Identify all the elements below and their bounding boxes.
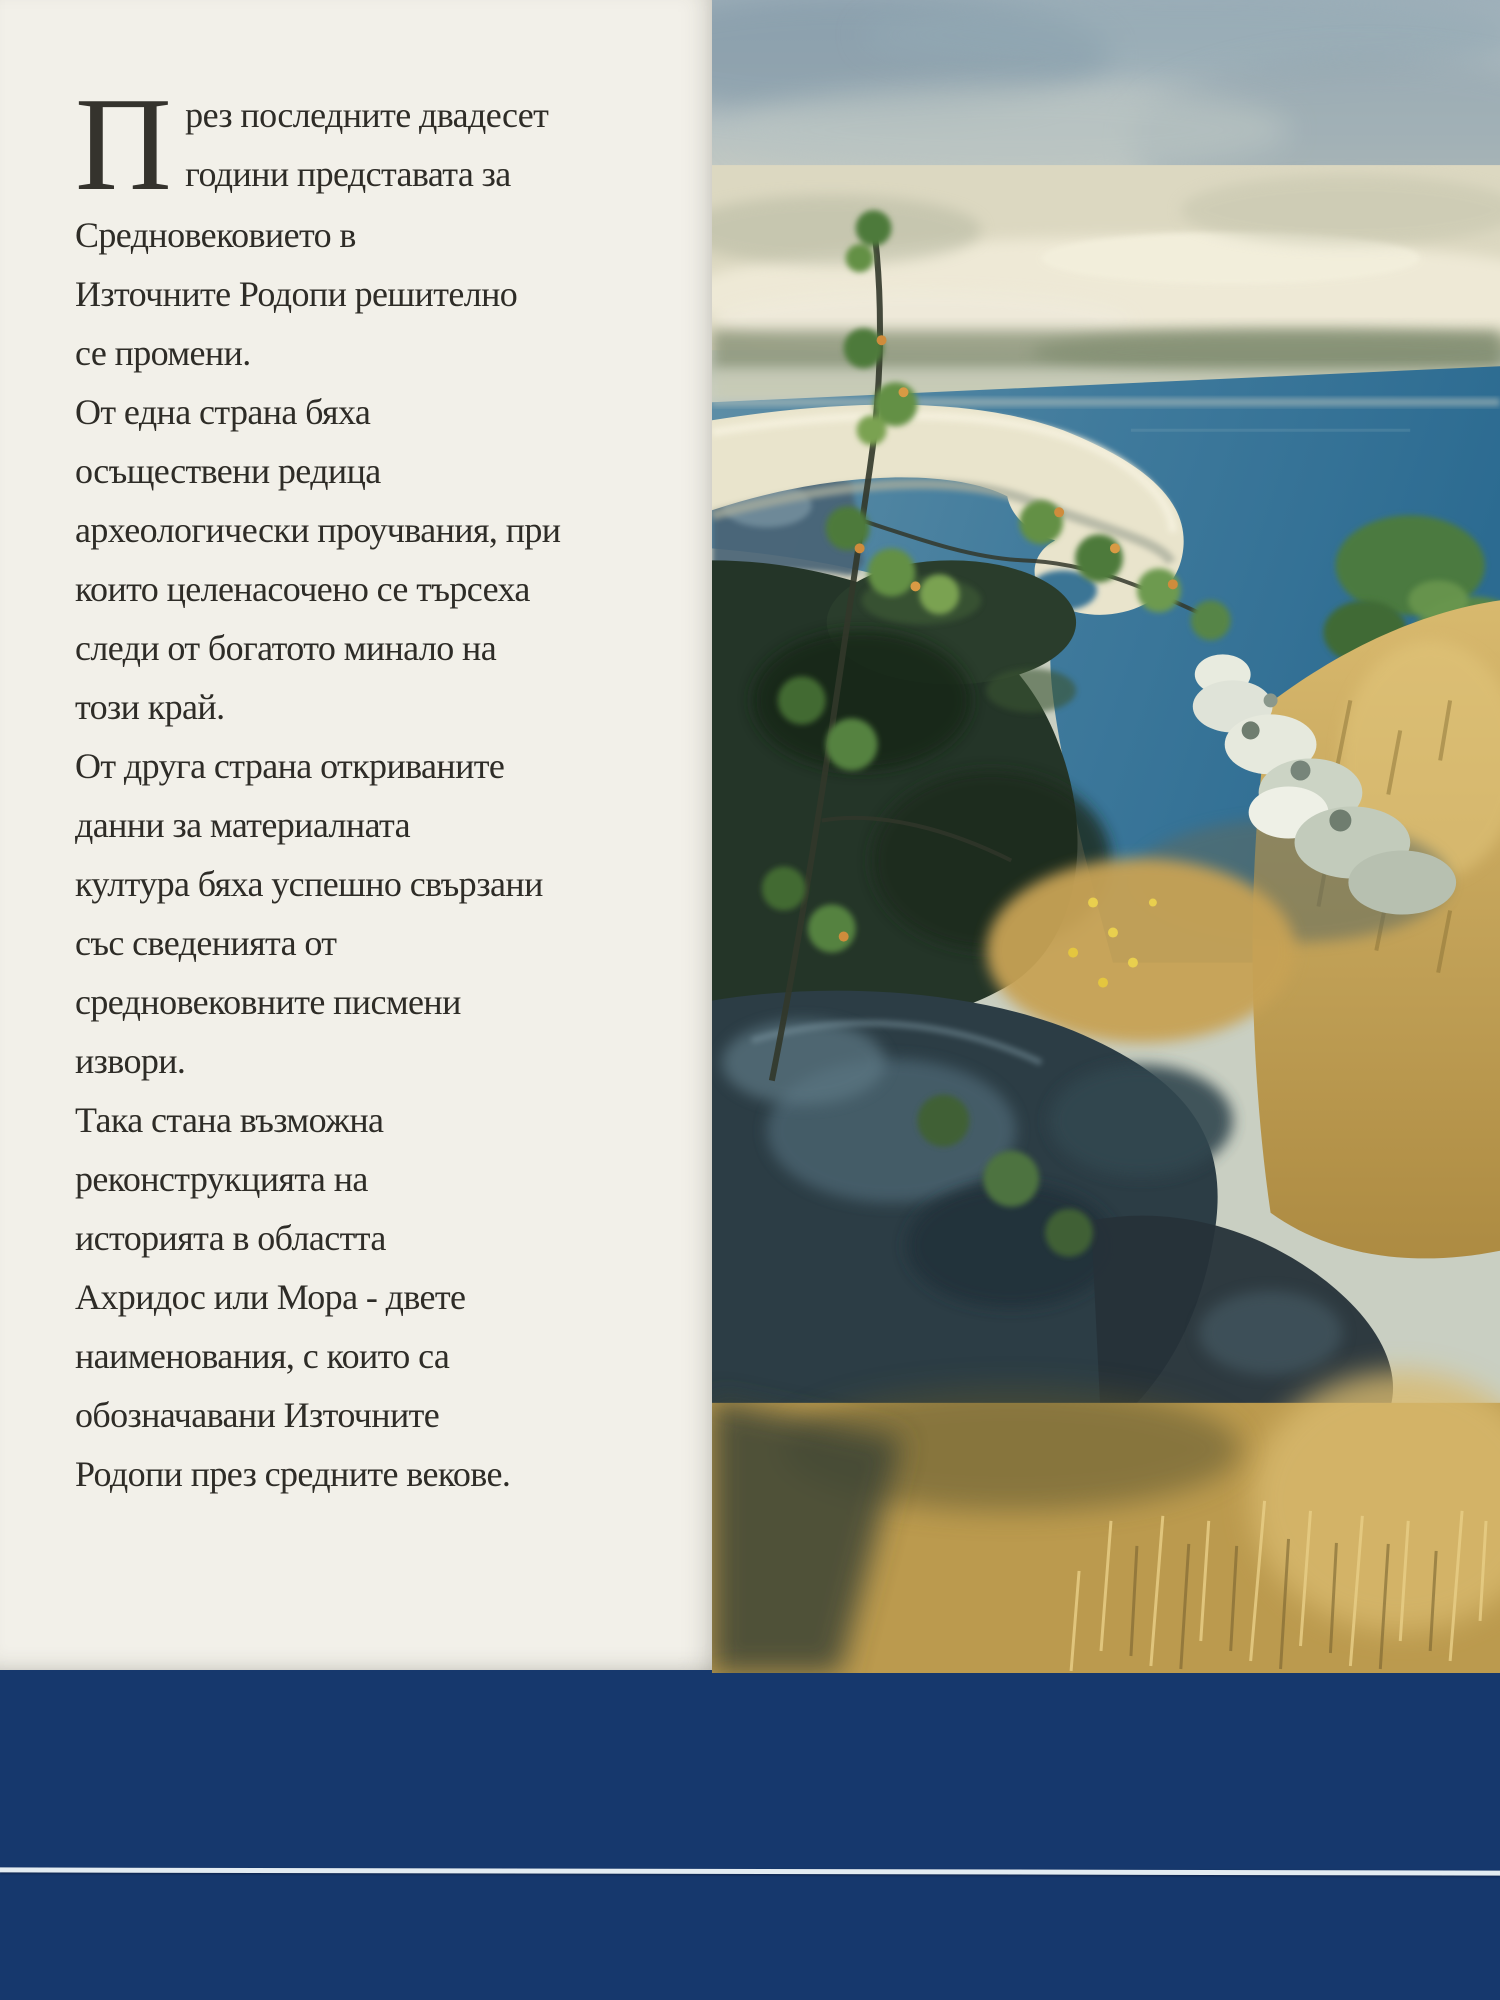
text-line: Ахридос или Мора - двете <box>75 1277 466 1317</box>
text-line: се промени. <box>75 333 251 373</box>
opening-line-group <box>185 86 548 204</box>
landscape-photo-art <box>712 0 1500 1673</box>
opening-lines <box>75 70 692 218</box>
text-panel <box>0 0 712 1670</box>
photo-flower-grass <box>986 859 1295 1043</box>
text-line: Източните Родопи решително <box>75 274 518 314</box>
text-line: извори. <box>75 1041 186 1081</box>
drop-cap: П <box>75 70 172 218</box>
landscape-photo <box>712 0 1500 1673</box>
text-line: култура бяха успешно свързани <box>75 864 543 904</box>
text-line: археологически проучвания, при <box>75 510 561 550</box>
text-line: историята в областта <box>75 1218 386 1258</box>
text-line: рез последните двадесет <box>185 95 549 135</box>
text-line: Така стана възможна <box>75 1100 384 1140</box>
article-text <box>75 70 692 1504</box>
text-line: реконструкцията на <box>75 1159 368 1199</box>
text-line: следи от богатото минало на <box>75 628 497 668</box>
text-line: които целенасочено се търсеха <box>75 569 530 609</box>
text-line: Родопи през средните векове. <box>75 1454 511 1494</box>
text-line: този край. <box>75 687 225 727</box>
text-line: От една страна бяха <box>75 392 371 432</box>
text-line: От друга страна откриваните <box>75 746 505 786</box>
text-line: Средновековието в <box>75 215 356 255</box>
text-line: години представата за <box>185 154 511 194</box>
text-line: обозначавани Източните <box>75 1395 440 1435</box>
text-line: осъществени редица <box>75 451 381 491</box>
photo-tall-grass <box>712 1371 1500 1673</box>
text-line: със сведенията от <box>75 923 337 963</box>
photo-plains <box>712 165 1500 402</box>
text-line: наименования, с които са <box>75 1336 450 1376</box>
cover-bottom-band <box>0 1673 1500 2000</box>
text-line: средновековните писмени <box>75 982 461 1022</box>
text-line: данни за материалната <box>75 805 410 845</box>
